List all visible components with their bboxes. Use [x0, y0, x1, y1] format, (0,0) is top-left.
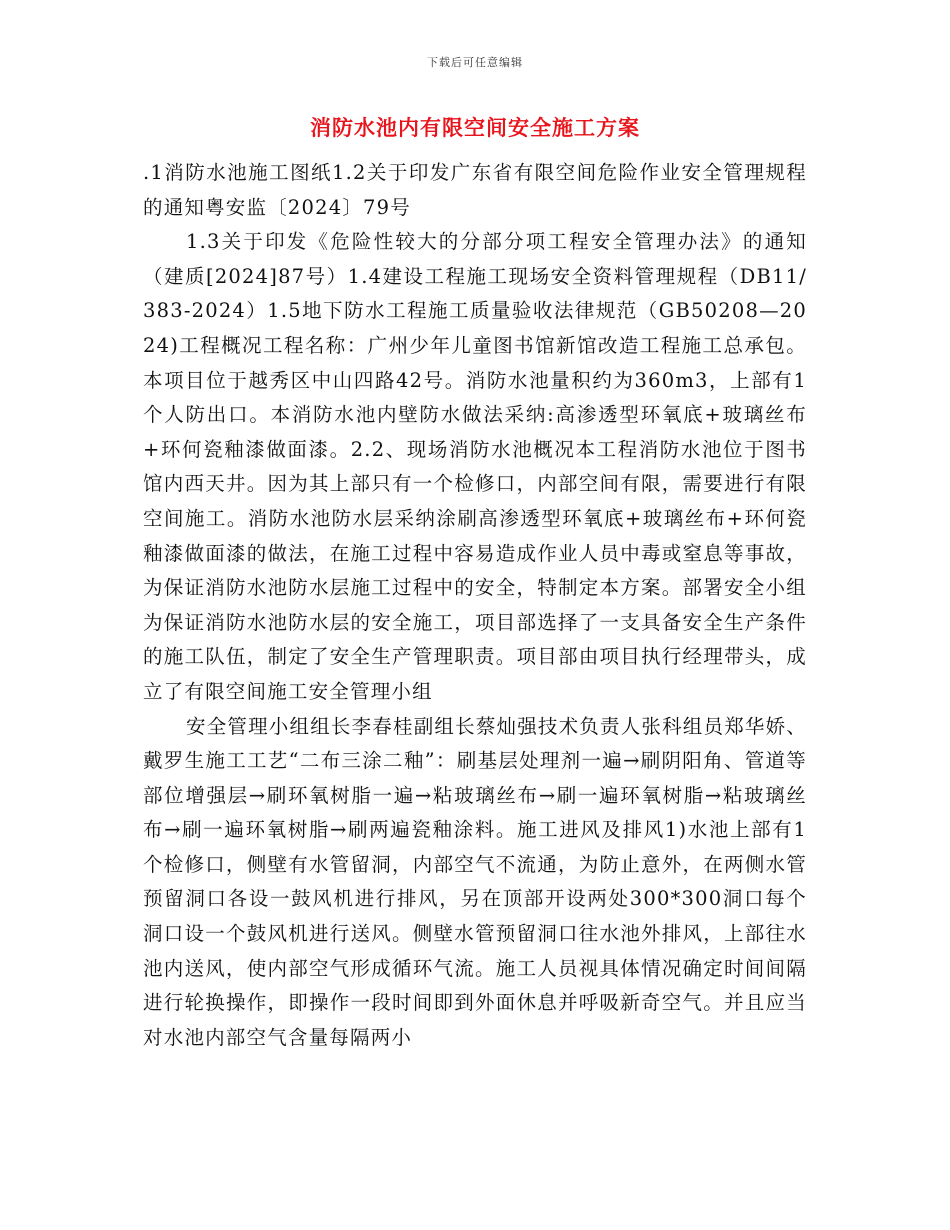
- paragraph-references: .1消防水池施工图纸1.2关于印发广东省有限空间危险作业安全管理规程的通知粤安监〔2024〕79号: [143, 161, 807, 219]
- paragraph-project-overview: 1.3关于印发《危险性较大的分部分项工程安全管理办法》的通知（建质[2024]87号）1.4建设工程施工现场安全资料管理规程（DB11/383-2024）1.5地下防水工程施工质量验收法律规范（GB50208—2024)工程概况工程名称：广州少年儿童图书馆新馆改造工程施工总承包。本项目位于越秀区中山四路42号。消防水池量积约为360m3，上部有1个人防出口。本消防水池内壁防水做法采纳:高渗透型环氧底+玻璃丝布+环何瓷釉漆做面漆。2.2、现场消防水池概况本工程消防水池位于图书馆内西天井。因为其上部只有一个检修口，内部空间有限，需要进行有限空间施工。消防水池防水层采纳涂刷高渗透型环氧底+玻璃丝布+环何瓷釉漆做面漆的做法，在施工过程中容易造成作业人员中毒或窒息等事故，为保证消防水池防水层施工过程中的安全，特制定本方案。部署安全小组为保证消防水池防水层的安全施工，项目部选择了一支具备安全生产条件的施工队伍，制定了安全生产管理职责。项目部由项目执行经理带头，成立了有限空间施工安全管理小组: [143, 230, 807, 703]
- paragraph-safety-team-process: 安全管理小组组长李春桂副组长蔡灿强技术负责人张科组员郑华娇、戴罗生施工工艺“二布三涂二釉”：刷基层处理剂一遍→刷阴阳角、管道等部位增强层→刷环氧树脂一遍→粘玻璃丝布→刷一遍环氧树脂→粘玻璃丝布→刷一遍环氧树脂→刷两遍瓷釉涂料。施工进风及排风1)水池上部有1个检修口，侧壁有水管留洞，内部空气不流通，为防止意外，在两侧水管预留洞口各设一鼓风机进行排风，另在顶部开设两处300*300洞口每个洞口设一个鼓风机进行送风。侧壁水管预留洞口往水池外排风，上部往水池内送风，使内部空气形成循环气流。施工人员视具体情况确定时间间隔进行轮换操作，即操作一段时间即到外面休息并呼吸新奇空气。并且应当对水池内部空气含量每隔两小: [143, 714, 808, 1049]
- header-note: 下载后可任意编辑: [427, 56, 523, 69]
- document-title: 消防水池内有限空间安全施工方案: [310, 115, 640, 140]
- document-body: [143, 156, 807, 1055]
